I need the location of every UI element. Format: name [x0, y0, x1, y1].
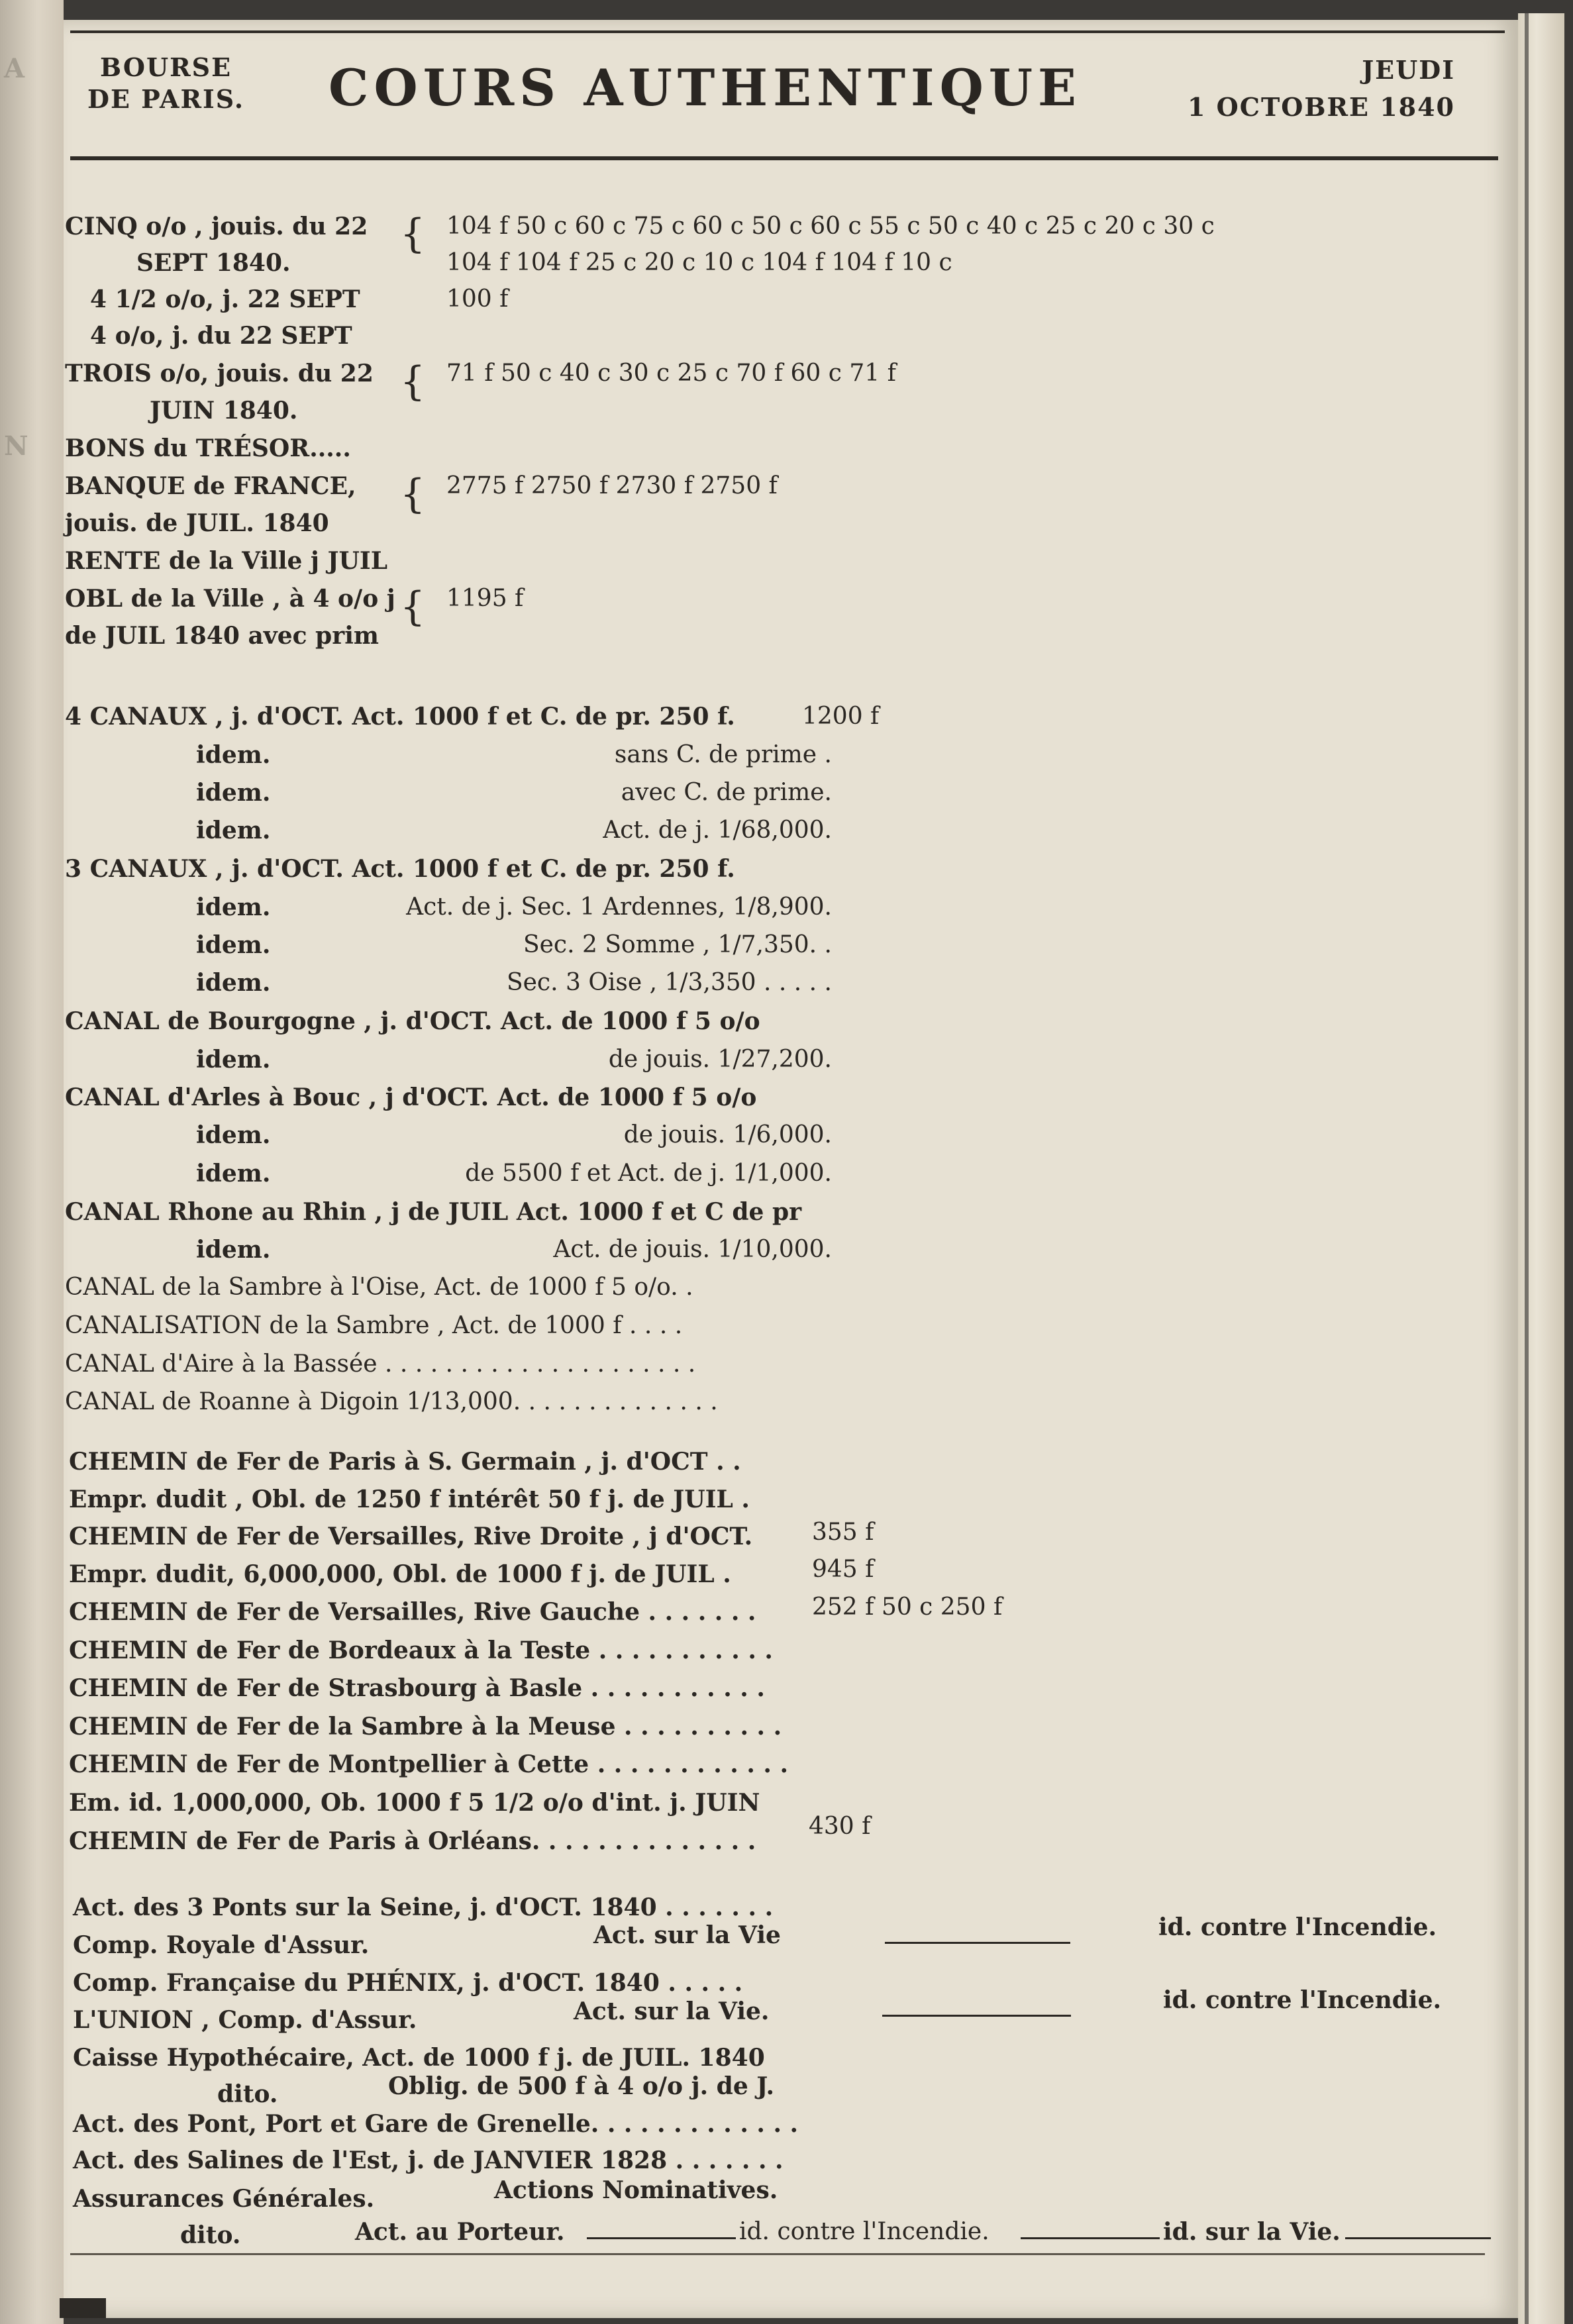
price-quote: 104 f 50 c 60 c 75 c 60 c 50 c 60 c 55 c 50 c 40 c 25 c 20 c 30 c	[446, 213, 1215, 240]
action-name: Caisse Hypothécaire, Act. de 1000 f j. de JUIL. 1840	[73, 2044, 765, 2072]
canal-detail: Sec. 2 Somme , 1/7,350. .	[523, 931, 832, 958]
action-name: Act. des 3 Ponts sur la Seine, j. d'OCT. 1840 . . . . . . .	[73, 1894, 774, 1921]
canal-name: CANAL de Roanne à Digoin 1/13,000. . . . . . . . . . . . . .	[65, 1388, 718, 1415]
dito-label: dito.	[180, 2221, 241, 2249]
chemin-name: CHEMIN de Fer de Bordeaux à la Teste . . . . . . . . . . .	[69, 1637, 773, 1664]
page-title: COURS AUTHENTIQUE	[329, 58, 1082, 117]
canal-name: CANAL Rhone au Rhin , j de JUIL Act. 1000 f et C de pr	[65, 1198, 802, 1226]
idem-label: idem.	[196, 779, 271, 807]
canal-detail: Act. de j. 1/68,000.	[603, 817, 832, 844]
masthead-date	[1188, 52, 1455, 126]
chemin-name: CHEMIN de Fer de Versailles, Rive Droite , j d'OCT.	[69, 1523, 753, 1550]
top-rule	[70, 30, 1505, 33]
idem-label: idem.	[196, 817, 271, 844]
rente-label: 4 1/2 o/o, j. 22 SEPT	[90, 285, 360, 313]
idem-label: idem.	[196, 1236, 271, 1264]
price-quote: 100 f	[446, 285, 509, 313]
idem-label: idem.	[196, 931, 271, 959]
canal-detail: de 5500 f et Act. de j. 1/1,000.	[465, 1160, 832, 1187]
action-name: Act. des Pont, Port et Gare de Grenelle. . . . . . . . . . . . .	[73, 2110, 799, 2138]
action-detail: id. contre l'Incendie.	[739, 2218, 989, 2245]
chemin-name: CHEMIN de Fer de Paris à S. Germain , j. d'OCT . .	[69, 1448, 741, 1476]
action-detail: id. contre l'Incendie.	[1163, 1986, 1442, 2014]
action-name: Assurances Générales.	[73, 2185, 375, 2213]
header-rule	[70, 156, 1498, 160]
chemin-name: CHEMIN de Fer de la Sambre à la Meuse . . . . . . . . . .	[69, 1713, 782, 1741]
blank-rule	[885, 1942, 1070, 1944]
idem-label: idem.	[196, 893, 271, 921]
price-quote: 1195 f	[446, 585, 524, 612]
price-quote: 252 f 50 c 250 f	[812, 1593, 1003, 1621]
chemin-name: Empr. dudit , Obl. de 1250 f intérêt 50 f j. de JUIL .	[69, 1486, 750, 1513]
chemin-name: CHEMIN de Fer de Strasbourg à Basle . . . . . . . . . . .	[69, 1674, 765, 1702]
idem-label: idem.	[196, 969, 271, 997]
canal-detail: avec C. de prime.	[621, 779, 832, 806]
canal-name: CANAL de Bourgogne , j. d'OCT. Act. de 1000 f 5 o/o	[65, 1007, 760, 1035]
rente-label: SEPT 1840.	[136, 249, 291, 277]
binding-spine	[60, 2298, 106, 2318]
canal-name: CANAL de la Sambre à l'Oise, Act. de 1000 f 5 o/o. .	[65, 1274, 693, 1301]
action-name: Act. des Salines de l'Est, j. de JANVIER 1828 . . . . . . .	[73, 2147, 784, 2174]
idem-label: idem.	[196, 1160, 271, 1187]
chemin-name: Em. id. 1,000,000, Ob. 1000 f 5 1/2 o/o d'int. j. JUIN	[69, 1789, 760, 1817]
action-name: L'UNION , Comp. d'Assur.	[73, 2006, 417, 2034]
chemin-name: CHEMIN de Fer de Paris à Orléans. . . . . . . . . . . . . .	[69, 1827, 756, 1855]
rente-label: BONS du TRÉSOR.....	[65, 434, 351, 462]
price-quote: 355 f	[812, 1519, 874, 1546]
action-detail: Oblig. de 500 f à 4 o/o j. de J.	[388, 2072, 775, 2100]
brace-icon: {	[400, 583, 426, 630]
rente-label: CINQ o/o , jouis. du 22	[65, 213, 368, 240]
action-detail: Act. sur la Vie	[593, 1921, 781, 1949]
price-quote: 1200 f	[802, 703, 880, 730]
newspaper-page	[64, 20, 1518, 2318]
blank-rule	[1345, 2237, 1491, 2239]
price-quote: 2775 f 2750 f 2730 f 2750 f	[446, 472, 778, 499]
dito-label: dito.	[217, 2080, 278, 2108]
idem-label: idem.	[196, 1121, 271, 1149]
action-detail: Act. au Porteur.	[355, 2218, 565, 2246]
blank-rule	[587, 2237, 736, 2239]
blank-rule	[882, 2015, 1071, 2017]
facing-page-edge	[0, 0, 64, 2324]
page-edge-right	[1518, 13, 1564, 2324]
action-detail: Act. sur la Vie.	[574, 1997, 770, 2025]
chemin-name: Empr. dudit, 6,000,000, Obl. de 1000 f j. de JUIL .	[69, 1560, 731, 1588]
brace-icon: {	[400, 358, 426, 405]
action-name: Comp. Française du PHÉNIX, j. d'OCT. 1840 . . . . .	[73, 1969, 743, 1997]
price-quote: 430 f	[809, 1813, 871, 1840]
canal-detail: de jouis. 1/27,200.	[608, 1046, 832, 1073]
canal-detail: Act. de j. Sec. 1 Ardennes, 1/8,900.	[406, 893, 832, 921]
action-detail: Actions Nominatives.	[494, 2176, 778, 2204]
rente-label: TROIS o/o, jouis. du 22	[65, 360, 374, 387]
rente-label: JUIN 1840.	[150, 397, 298, 425]
canal-name: CANALISATION de la Sambre , Act. de 1000 f . . . .	[65, 1312, 683, 1339]
chemin-name: CHEMIN de Fer de Montpellier à Cette . . . . . . . . . . . .	[69, 1750, 788, 1778]
masthead-full-date: 1 OCTOBRE 1840	[1187, 92, 1455, 122]
bleed-through-text: N	[4, 430, 28, 462]
blank-rule	[1021, 2237, 1160, 2239]
rente-label: BANQUE de FRANCE,	[65, 472, 356, 500]
canal-name: 4 CANAUX , j. d'OCT. Act. 1000 f et C. de pr. 250 f.	[65, 703, 735, 731]
idem-label: idem.	[196, 741, 271, 769]
rente-label: 4 o/o, j. du 22 SEPT	[90, 322, 352, 350]
brace-icon: {	[400, 471, 426, 517]
bleed-through-text: A	[4, 53, 25, 84]
price-quote: 71 f 50 c 40 c 30 c 25 c 70 f 60 c 71 f	[446, 360, 896, 387]
canal-detail: Sec. 3 Oise , 1/3,350 . . . . .	[506, 969, 832, 996]
canal-name: CANAL d'Arles à Bouc , j d'OCT. Act. de 1000 f 5 o/o	[65, 1084, 757, 1111]
action-name: Comp. Royale d'Assur.	[73, 1931, 370, 1959]
brace-icon: {	[400, 211, 426, 257]
masthead-day: JEUDI	[1362, 55, 1455, 85]
idem-label: idem.	[196, 1046, 271, 1074]
canal-name: CANAL d'Aire à la Bassée . . . . . . . . . . . . . . . . . . . . .	[65, 1350, 696, 1378]
rente-label: de JUIL 1840 avec prim	[65, 622, 379, 650]
action-detail: id. contre l'Incendie.	[1158, 1913, 1437, 1941]
canal-detail: Act. de jouis. 1/10,000.	[553, 1236, 832, 1263]
canal-detail: sans C. de prime .	[614, 741, 832, 768]
canal-detail: de jouis. 1/6,000.	[623, 1121, 832, 1148]
bottom-rule	[70, 2253, 1485, 2255]
masthead-paris: DE PARIS.	[87, 84, 245, 114]
canal-name: 3 CANAUX , j. d'OCT. Act. 1000 f et C. de pr. 250 f.	[65, 855, 735, 883]
action-detail: id. sur la Vie.	[1163, 2218, 1341, 2246]
price-quote: 104 f 104 f 25 c 20 c 10 c 104 f 104 f 10 c	[446, 249, 952, 276]
chemin-name: CHEMIN de Fer de Versailles, Rive Gauche . . . . . . .	[69, 1598, 756, 1626]
price-quote: 945 f	[812, 1556, 874, 1583]
rente-label: RENTE de la Ville j JUIL	[65, 547, 388, 575]
masthead-bourse: BOURSE	[100, 52, 232, 82]
masthead-left	[87, 52, 244, 115]
rente-label: OBL de la Ville , à 4 o/o j	[65, 585, 395, 613]
rente-label: jouis. de JUIL. 1840	[65, 509, 329, 537]
